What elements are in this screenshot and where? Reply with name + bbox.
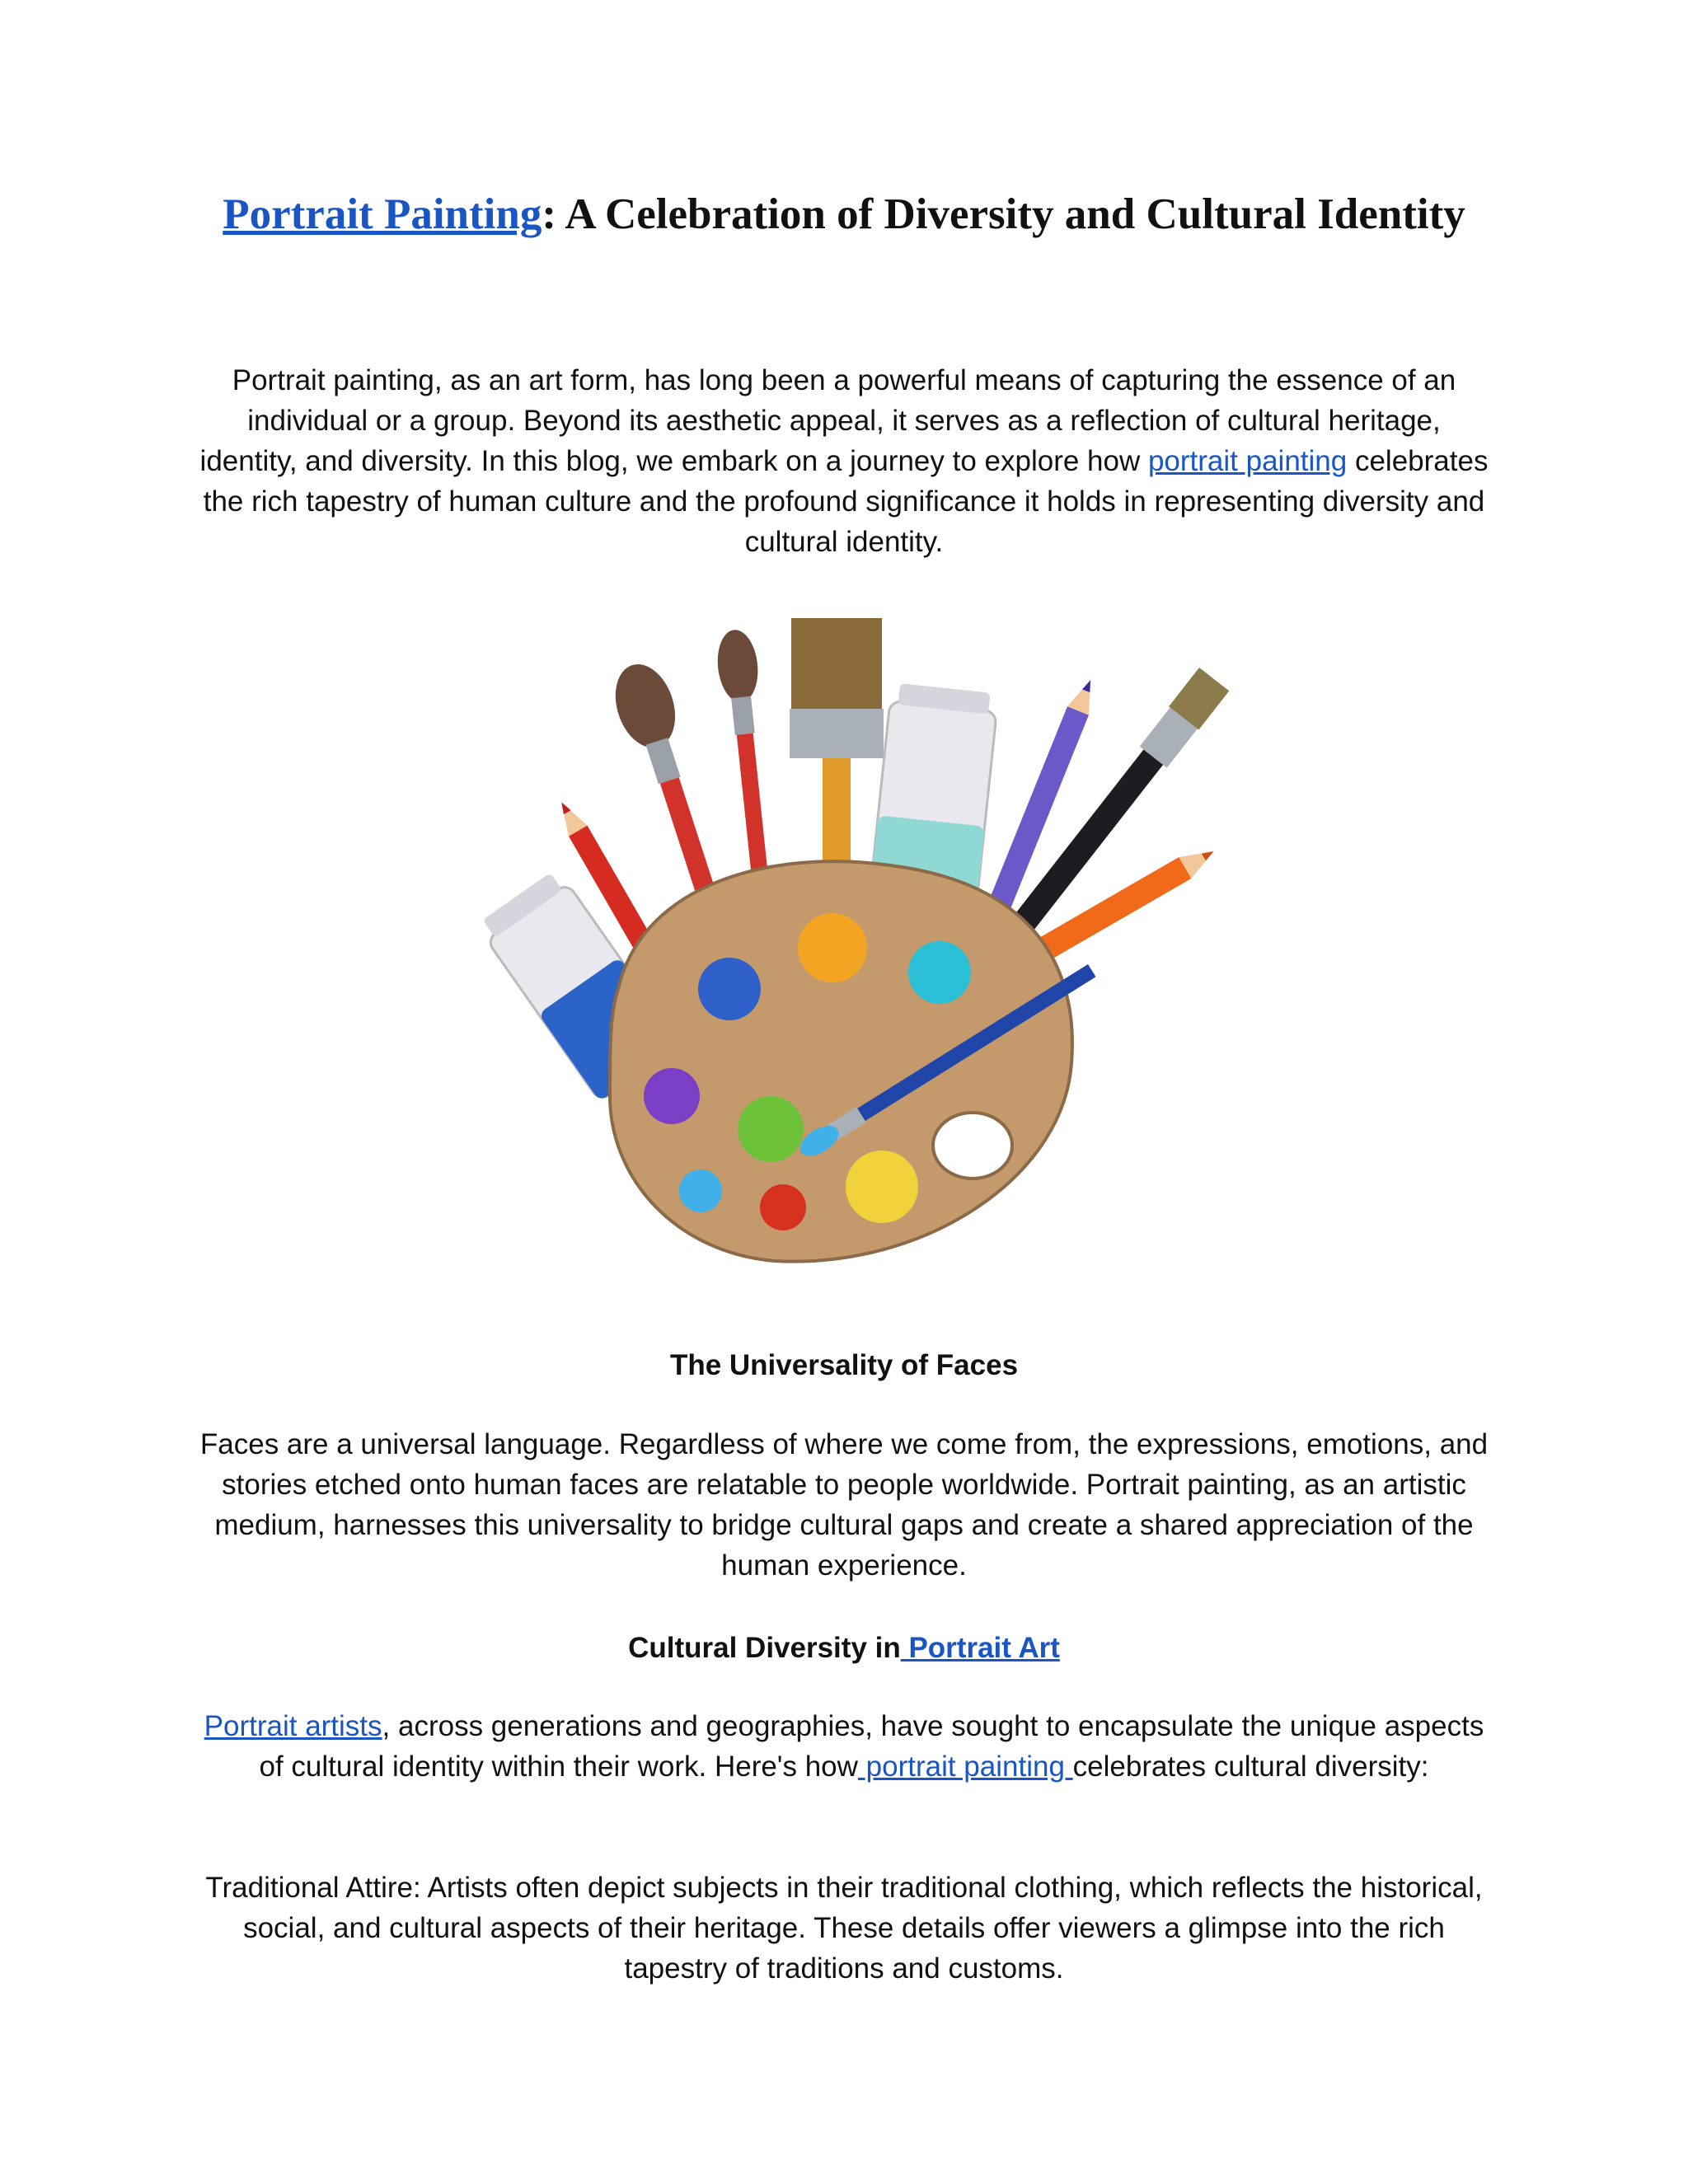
section2-text-end: celebrates cultural diversity: [1072, 1750, 1429, 1783]
palette-illustration [429, 602, 1261, 1294]
palette-icon [610, 861, 1072, 1262]
page-title [206, 188, 1482, 241]
portrait-painting-link[interactable]: portrait painting [857, 1750, 1073, 1783]
section-heading-cultural-diversity [198, 1628, 1490, 1668]
intro-paragraph [198, 360, 1490, 562]
section2-paragraph [198, 1706, 1490, 1787]
section-heading-universality: The Universality of Faces [669, 1349, 1019, 1381]
title-rest: : A Celebration of Diversity and Cultural Identity [542, 190, 1465, 238]
portrait-art-link[interactable]: Portrait Art [900, 1632, 1060, 1664]
intro-text-1: Portrait painting, as an art form, has long been a powerful means of capturing the essence of an individual or a group. Beyond its aesthetic appeal, it serves as a reflection of cultural heritage, identity, and diversity. In this blog, we embark on a journey to explore how [199, 364, 1456, 477]
heading-text: Cultural Diversity in [628, 1632, 901, 1664]
intro-text-2: celebrates the rich tapestry of human culture and the profound significance it holds in representing diversity and cultural identity. [203, 445, 1489, 558]
portrait-artists-link[interactable]: Portrait artists [204, 1710, 382, 1742]
section1-paragraph: Faces are a universal language. Regardless of where we come from, the expressions, emotions, and stories etched onto human faces are relatable to people worldwide. Portrait painting, as an artistic medium, harnesses this universality to bridge cultural gaps and create a shared appreciation of the human experience. [199, 1428, 1489, 1582]
section2-text: , across generations and geographies, have sought to encapsulate the unique aspects of cultural identity within their work. Here's how [259, 1710, 1484, 1783]
traditional-attire-paragraph: Traditional Attire: Artists often depict subjects in their traditional clothing, which reflects the historical, social, and cultural aspects of their heritage. These details offer viewers a glimpse into the rich tapestry of traditions and customs. [205, 1872, 1483, 1985]
intro-link[interactable]: portrait painting [1147, 445, 1348, 477]
title-link[interactable]: Portrait Painting [223, 190, 542, 238]
